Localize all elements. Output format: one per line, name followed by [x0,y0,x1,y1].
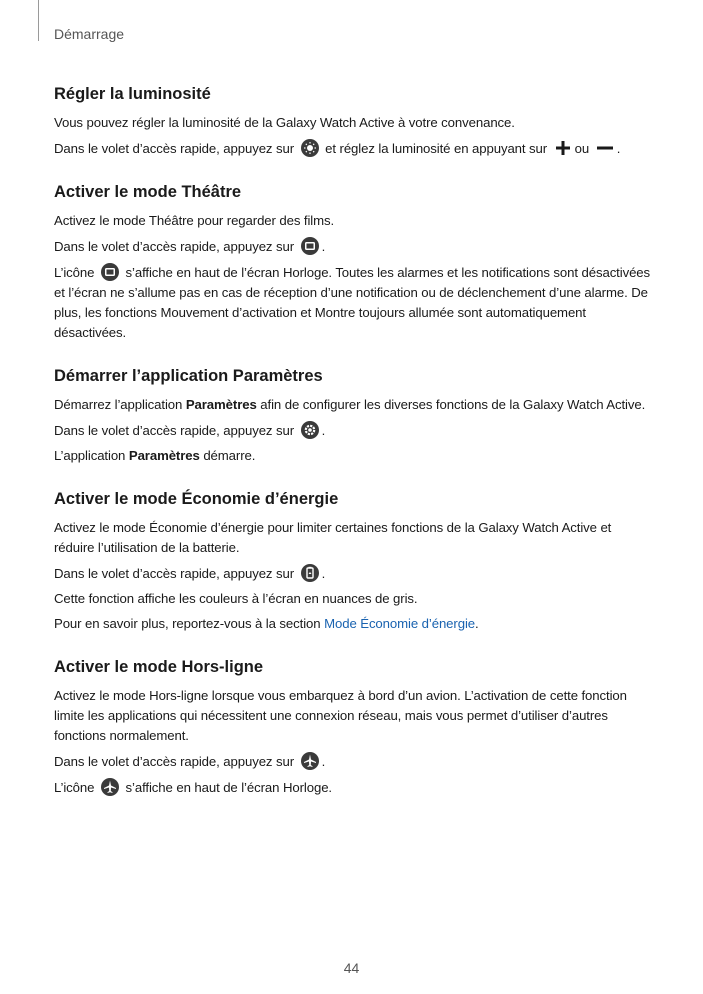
paragraph: Cette fonction affiche les couleurs à l’écran en nuances de gris. [54,591,418,606]
section-offline-mode [54,657,654,798]
section-title: Activer le mode Théâtre [54,183,242,201]
chapter-title: Démarrage [54,26,125,42]
header-divider [38,0,39,41]
section-title: Démarrer l’application Paramètres [54,367,323,385]
section-brightness [54,84,654,159]
paragraph: L’application Paramètres démarre. [54,448,256,463]
theatre-mode-icon [300,236,320,256]
minus-icon [595,138,615,158]
paragraph: Dans le volet d’accès rapide, appuyez sur . [54,751,654,772]
section-power-saving [54,489,654,634]
section-title: Activer le mode Hors-ligne [54,658,264,676]
brightness-icon [300,138,320,158]
page-number: 44 [343,960,360,976]
section-title: Régler la luminosité [54,85,211,103]
page-content [54,84,654,821]
section-settings [54,366,654,466]
airplane-icon [100,777,120,797]
settings-icon [300,420,320,440]
paragraph: L’icône s’affiche en haut de l’écran Horloge. [54,777,654,798]
section-theatre-mode [54,182,654,343]
paragraph: Activez le mode Hors-ligne lorsque vous embarquez à bord d’un avion. L’activation de cette fonction limite les applications qui nécessitent une connexion réseau, mais vous permet d’utiliser d’autres fonctions normalement. [54,688,627,743]
paragraph: Dans le volet d’accès rapide, appuyez sur . [54,236,654,257]
power-saving-icon [300,563,320,583]
power-saving-link[interactable]: Mode Économie d’énergie [324,616,476,631]
paragraph: L’icône s’affiche en haut de l’écran Horloge. Toutes les alarmes et les notifications sont désactivées et l’écran ne s’allume pas en cas de réception d’une notification ou de déclenchement d’une alarme. De plus, les fonctions Mouvement d’activation et Montre toujours allumée sont automatiquement désactivées. [54,262,654,343]
paragraph: Dans le volet d’accès rapide, appuyez sur . [54,420,654,441]
paragraph: Pour en savoir plus, reportez-vous à la section Mode Économie d’énergie. [54,616,479,631]
paragraph: Vous pouvez régler la luminosité de la Galaxy Watch Active à votre convenance. [54,115,515,130]
section-title: Activer le mode Économie d’énergie [54,490,339,508]
airplane-icon [300,751,320,771]
paragraph: Dans le volet d’accès rapide, appuyez sur . [54,563,654,584]
theatre-mode-icon [100,262,120,282]
paragraph: Dans le volet d’accès rapide, appuyez sur et réglez la luminosité en appuyant sur ou . [54,138,654,159]
paragraph: Activez le mode Théâtre pour regarder des films. [54,213,335,228]
plus-icon [553,138,573,158]
paragraph: Démarrez l’application Paramètres afin de configurer les diverses fonctions de la Galaxy Watch Active. [54,397,646,412]
paragraph: Activez le mode Économie d’énergie pour limiter certaines fonctions de la Galaxy Watch Active et réduire l’utilisation de la batterie. [54,520,612,555]
